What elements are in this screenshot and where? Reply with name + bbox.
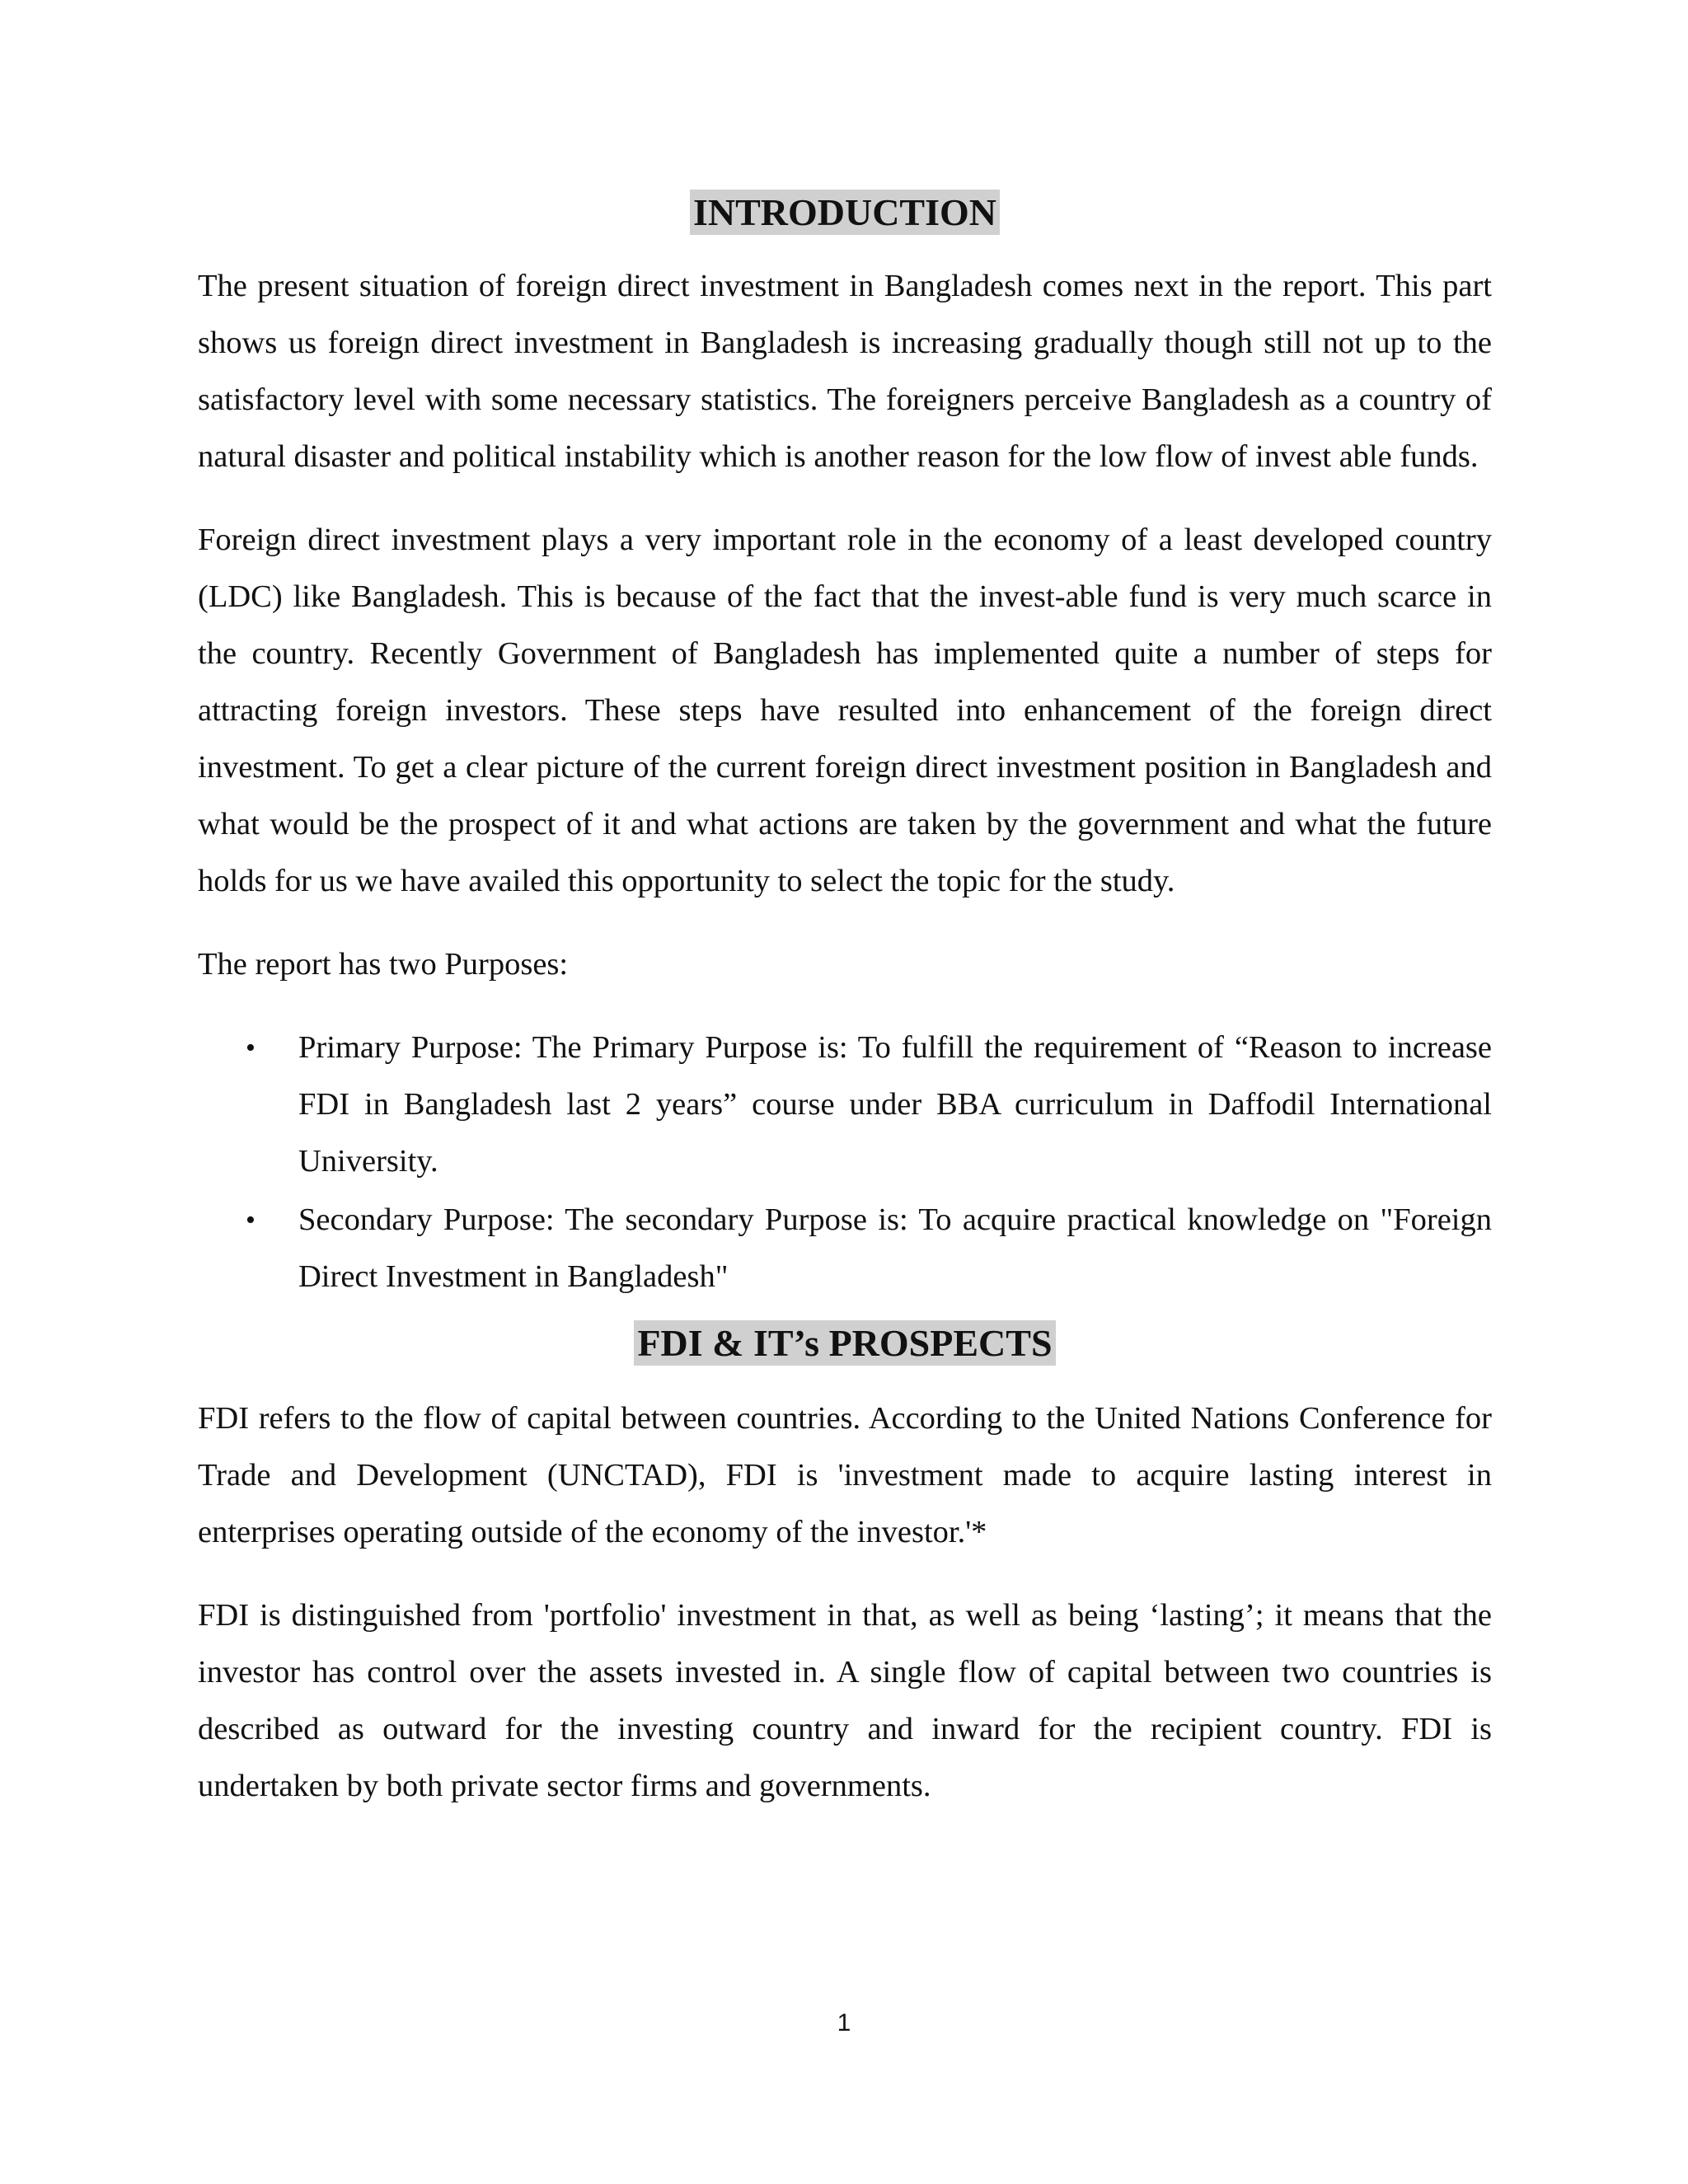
introduction-heading-text: INTRODUCTION xyxy=(690,190,1000,235)
secondary-purpose-text: Secondary Purpose: The secondary Purpose is: To acquire practical knowledge on "Foreign Direct Investment in Bangladesh" xyxy=(298,1202,1492,1295)
page-number: 1 xyxy=(837,2009,851,2036)
purposes-list xyxy=(198,1019,1492,1305)
prospects-heading-text: FDI & IT’s PROSPECTS xyxy=(634,1320,1055,1366)
purposes-lead-in: The report has two Purposes: xyxy=(198,947,569,982)
prospects-paragraph-1: FDI refers to the flow of capital between countries. According to the United Nations Conference for Trade and Development (UNCTAD), FDI is 'investment made to acquire lasting interest in enterprises operating outside of the economy of the investor.'* xyxy=(198,1401,1492,1550)
list-item-secondary-purpose xyxy=(198,1192,1492,1305)
intro-paragraph-1: The present situation of foreign direct investment in Bangladesh comes next in the report. This part shows us foreign direct investment in Bangladesh is increasing gradually though still not up to the satisfactory level with some necessary statistics. The foreigners perceive Bangladesh as a country of natural disaster and political instability which is another reason for the low flow of invest able funds. xyxy=(198,269,1492,475)
prospects-heading xyxy=(198,1320,1492,1366)
introduction-heading xyxy=(198,190,1492,235)
list-item-primary-purpose xyxy=(198,1019,1492,1190)
bullet-icon: • xyxy=(246,1205,256,1236)
page-content xyxy=(198,190,1492,1841)
primary-purpose-text: Primary Purpose: The Primary Purpose is: To fulfill the requirement of “Reason to increase FDI in Bangladesh last 2 years” course under BBA curriculum in Daffodil International University. xyxy=(298,1030,1492,1179)
intro-paragraph-2: Foreign direct investment plays a very important role in the economy of a least developed country (LDC) like Bangladesh. This is because of the fact that the invest-able fund is very much scarce in the country. Recently Government of Bangladesh has implemented quite a number of steps for attracting foreign investors. These steps have resulted into enhancement of the foreign direct investment. To get a clear picture of the current foreign direct investment position in Bangladesh and what would be the prospect of it and what actions are taken by the government and what the future holds for us we have availed this opportunity to select the topic for the study. xyxy=(198,523,1492,899)
bullet-icon: • xyxy=(246,1033,256,1064)
prospects-paragraph-2: FDI is distinguished from 'portfolio' investment in that, as well as being ‘lasting’; it means that the investor has control over the assets invested in. A single flow of capital between two countries is described as outward for the investing country and inward for the recipient country. FDI is undertaken by both private sector firms and governments. xyxy=(198,1598,1492,1804)
